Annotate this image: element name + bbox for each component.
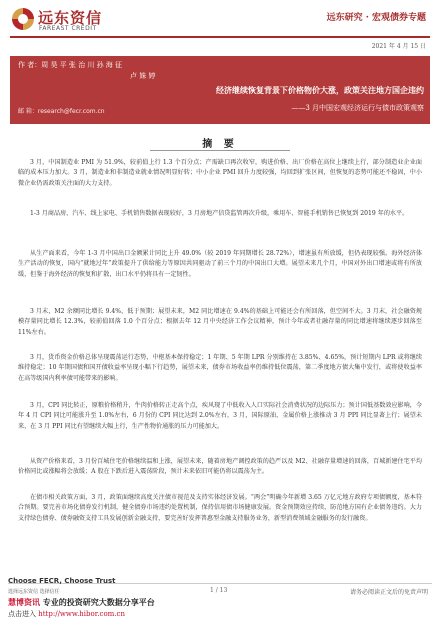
report-date: 2021 年 4 月 15 日 xyxy=(371,43,426,50)
author-email[interactable]: 邮 箱：research@fecr.com.cn xyxy=(18,108,105,115)
abstract-paragraph: 1-3 月商品房、汽车、线上家电、手机销售数据表现较好，3 月房地产信贷监管再次升级，乘用车、智能手机销售已恢复到 2019 年的水平。 xyxy=(30,210,409,217)
authors-line-2: 卢 姝 婷 xyxy=(130,72,156,80)
authors xyxy=(18,60,168,82)
ad-brand: 慧博资讯 xyxy=(8,597,40,607)
report-series: 远东研究 · 宏观债券专题 xyxy=(326,13,426,23)
abstract-paragraph: 3 月，货币资金价格总体呈现震荡运行态势，中枢基本保持稳定；1 年期、5 年期 LPR 分别维持在 3.85%、4.65%，预计短期内 LPR 或将继续维持稳定；10 年期国债和国开债收益率呈现小幅下行趋势，展望未来，债券市场收益率仍维持低位震荡，第二季度地方债大集中发行，或将使收益率在高等级国内利率债可能带来的影响。 xyxy=(18,354,422,382)
abstract-paragraph: 3 月末，M2 余额同比增长 9.4%，低于预期；展望未来，M2 同比增速在 9.4%的基础上可能还会有所回落，但空间不大。3 月末，社会融资规模存量同比增长 12.3%，较前值回落 1.0 个百分点；根据去年 12 月中央经济工作会议精神，预计今年或者社融存量的同比增速将继续逐步回落至 11%左右。 xyxy=(18,308,422,336)
abstract-divider xyxy=(150,150,290,151)
report-subtitle: ——3 月中国宏观经济运行与债市政策观察 xyxy=(291,104,424,112)
abstract-paragraph: 从生产面来看，今年 1-3 月中国出口金额累计同比上升 49.0%（较 2019 年同期增长 28.72%），增速虽有所放缓，但仍表现较强。海外经济体生产活动的恢复，国内“就地过年”政策提升了供给能力等原因共同驱动了前三个月的中国出口大增。展望未来几个月，中国对外出口增速或将有所放缓，但鉴于海外经济的恢复和扩散，出口水平仍将具有一定韧性。 xyxy=(18,250,422,278)
logo-name-cn: 远东资信 xyxy=(38,9,103,27)
footer-slogan-cn: 选择远东资信 选择信任 xyxy=(8,589,60,595)
link-url[interactable]: http://www.hibor.com.cn xyxy=(38,610,125,618)
disclaimer: 请务必阅读正文后的免责声明 xyxy=(349,589,428,596)
abstract-paragraph: 3 月，CPI 同比转正，原粮价格稍升，牛肉价格转正走高个点，疾风现了中低收入人口实际社会消费状况的边际压力；预计国低基数效应影响，今年 4 月 CPI 同比可能涨升至 1.0%左右，6 月份的 CPI 同比达到 2.0%左右，3 月，国际原油、金属价格上涨推动 3 月 PPI 同比显著上行；展望未来，在 3 月 PPI 同比有望继续大幅上行，生产性物价通胀的压力可能加大。 xyxy=(18,402,422,430)
link-label[interactable]: 点击进入 xyxy=(8,610,36,618)
report-title: 经济继续恢复背景下价格物价大涨，政策关注地方国企违约 xyxy=(216,85,424,95)
company-logo-icon xyxy=(12,8,34,30)
abstract-heading: 摘 要 xyxy=(202,139,238,150)
ad-text: 专业的投资研究大数据分享平台 xyxy=(42,597,155,607)
page-number: 1 / 13 xyxy=(210,587,228,594)
authors-line-1: 作 者：周 昊 平 张 治 川 孙 海 征 xyxy=(18,61,123,69)
abstract-paragraph: 3 月，中国制造业 PMI 为 51.9%，较前值上行 1.3 个百分点；产需缺口再次收窄，购进价格、出厂价格在高位上继续上行，部分制造业企业面临的成本压力加大。3 月，制造业和非制造业就业情况明显好转；中小企业 PMI 回升力度较强，均回到扩张区间，但恢复的态势可能还不稳固，中小微企业仍需政策关注面的大力支持。 xyxy=(18,159,422,187)
logo-name-en: FAREAST CREDIT xyxy=(39,25,97,32)
abstract-paragraph: 从资产价格来看，3 月份百城住宅价格继续温和上涨，展望未来，随着房地产调控政策的趋严以及 M2、社融存量增速的回落，百城新建住宅平均价格同比或涨幅将会放缓；A 股在下跌后进入震荡阶段，预计未来依旧可能仍将以震荡为主。 xyxy=(18,458,422,476)
header-divider xyxy=(10,36,430,38)
footer-link[interactable] xyxy=(8,609,125,619)
footer-slogan-en: Choose FECR, Choose Trust xyxy=(8,577,116,585)
footer-ad xyxy=(8,597,155,608)
abstract-paragraph: 在债市相关政策方面，3 月，政策面继续高度关注债市视范及支持实体经济发展。“两会”明确今年新增 3.65 万亿元地方政府专项债额度，基本符合预期。要完善市场化债券发行机制，健全债券市场违约处置机制，保持信用债市场健康发展。资金预期效应持续，防范地方国有企业债务违约。大力支持绿色债券、债券融资支持工具发展创新金融支持，要完善好发挥普惠型金融支持服务业务，新型消费领域金融服务的发行融资。 xyxy=(18,494,422,522)
